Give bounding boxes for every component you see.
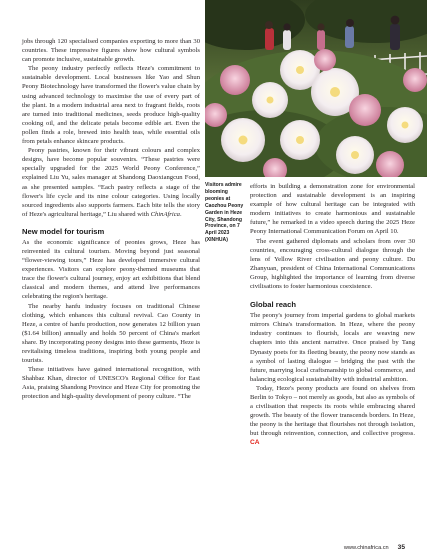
- body-paragraph: efforts in building a demonstration zone for environmental protection and sustainable development is an inspiring example of how cultural heritage can be integrated with modern initiatives to create harmonious and sustainable future,” he remarked in a video speech during the 2025 Heze Peony International Communication Forum on April 10.: [250, 183, 415, 236]
- body-paragraph: The peony industry perfectly reflects Heze's commitment to sustainable development. Local businesses like Yao and Shun Peony Biotechnology have transformed the flower's value chain by using advanced technology to maximise the use of every part of the plant. In a modern industrial area next to fragrant fields, roots are turned into traditional medicines, seeds produce high-quality cooking oil, and the delicate petals become edible art. Even the pollen finds a role, brewed into health teas, while essential oils from petals enhance skincare products.: [22, 65, 200, 146]
- publication-name: ChinAfrica: [150, 210, 180, 218]
- body-paragraph-text: Today, Heze's peony products are found on shelves from Berlin to Tokyo – not merely as goods, but also as symbols of a civilisation that respects its roots while embracing shared growth. The beauty of the flower transcends borders. In Heze, the peony is the heritage that flourishes not through isolation, but through reinvention, connection, and collective progress.: [250, 384, 415, 438]
- peony-garden-illustration: [205, 0, 427, 177]
- body-paragraph: [250, 384, 415, 448]
- body-paragraph: As the economic significance of peonies grows, Heze has reinvented its cultural tourism. Moving beyond just seasonal “flower-viewing tours,” Heze has developed immersive cultural experiences. Visitors can explore peony-themed museums that trace the flower's cultural journey, enjoy art exhibitions that blend classical and modern themes, and attend live performances celebrating the region's heritage.: [22, 238, 200, 301]
- body-paragraph: The nearby hanfu industry focuses on traditional Chinese clothing, which enhances this cultural revival. Cao County in Heze, a centre of hanfu production, now generates 12 billion yuan ($1.64 billion) annually and holds 50 percent of China's market share. By incorporating peony designs into these garments, Heze is revitalising timeless traditions, inspiring both young people and tourists.: [22, 302, 200, 365]
- page-number: 35: [397, 544, 405, 551]
- body-paragraph: jobs through 120 specialised companies exporting to more than 30 countries. These impressive figures show how cultural symbols can promote inclusive, sustainable growth.: [22, 38, 200, 64]
- subhead-global-reach: Global reach: [250, 300, 297, 310]
- body-paragraph: These initiatives have gained international recognition, with Shahbaz Khan, director of UNESCO's Regional Office for East Asia, praising Shandong Province and Heze City for promoting the protection and high-quality development of peony culture. “The: [22, 366, 200, 401]
- page-footer: [344, 544, 405, 551]
- photo-caption: [205, 182, 245, 244]
- body-paragraph: The peony's journey from imperial gardens to global markets mirrors China's transformation. In Heze, where the peony industry continues to flourish, locals are weaving new chapters into this ancient narrative. Once praised by Tang Dynasty poets for its fleeting beauty, the peony now stands as a symbol of lasting dialogue – bridging the past with the future, marrying local craftsmanship to global commerce, and balancing ecological sustainability with industrial ambition.: [250, 312, 415, 383]
- peony-garden-photo: [205, 0, 427, 177]
- body-paragraph-text: Peony pastries, known for their vibrant colours and complex designs, have become popular souvenirs. “These pastries were specially upgraded for the 2025 World Peony Conference,” explained Liu Yu, sales manager at Shandong Daoxiangcun Food, as she presented samples. “Each pastry reflects a stage of the flower's life cycle and its nine colour categories. Using locally sourced ingredients also supports farmers. Each bite tells the story of Heze's agricultural heritage,” Liu shared with: [22, 147, 200, 218]
- body-paragraph: Peony pastries, known for their vibrant colours and complex designs, have become popular souvenirs. “These pastries were specially upgraded for the 2025 World Peony Conference,” explained Liu Yu, sales manager at Shandong Daoxiangcun Food, as she presented samples. “Each pastry reflects a stage of the flower's life cycle and its nine colour categories. Using locally sourced ingredients also supports farmers. Each bite tells the story of Heze's agricultural heritage,” Liu shared with ChinAfrica.: [22, 147, 200, 218]
- caption-text: Visitors admire blooming peonies at Caozhou Peony Garden in Heze City, Shandong Province, on 7 April 2023: [205, 182, 244, 237]
- end-mark-ca: CA: [250, 439, 260, 447]
- body-paragraph: The event gathered diplomats and scholars from over 30 countries, encouraging cross-cultural dialogue through the lens of Yellow River civilisation and peony culture. Du Zhanyuan, president of China International Communications Group, highlighted the importance of learning from diverse civilisations to foster harmonious coexistence.: [250, 237, 415, 291]
- subhead-new-model-for-tourism: New model for tourism: [22, 226, 105, 236]
- website-url: www.chinafrica.cn: [343, 545, 389, 551]
- article-right-column: [250, 182, 415, 448]
- caption-credit: (XINHUA): [205, 237, 228, 244]
- article-left-column: [22, 37, 200, 402]
